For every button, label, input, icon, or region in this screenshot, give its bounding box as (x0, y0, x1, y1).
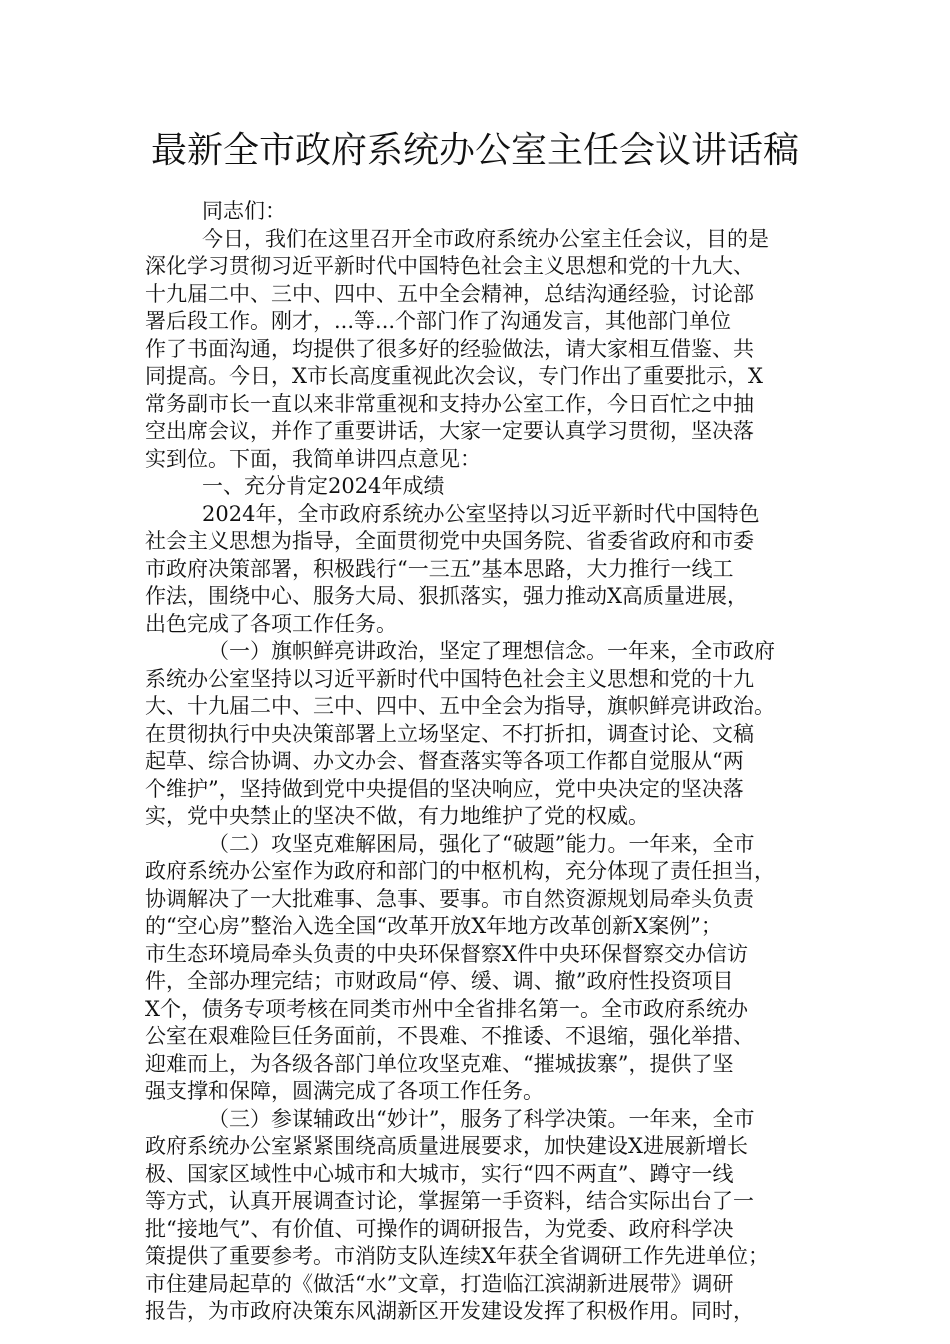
text-line: 的“空心房”整治入选全国“改革开放X年地方改革创新X案例”； (145, 914, 722, 938)
text-line: 出色完成了各项工作任务。 (145, 611, 397, 636)
text-line: 市生态环境局牵头负责的中央环保督察X件中央环保督察交办信访 (145, 941, 748, 966)
paragraph (145, 501, 805, 639)
text-line: 深化学习贯彻习近平新时代中国特色社会主义思想和党的十九大、 (145, 254, 754, 278)
paragraph (145, 831, 805, 1106)
text-line: 政府系统办公室作为政府和部门的中枢机构，充分体现了责任担当， (145, 859, 775, 883)
text-line: 今日，我们在这里召开全市政府系统办公室主任会议，目的是 (202, 226, 769, 251)
text-line: （三）参谋辅政出“妙计”，服务了科学决策。一年来，全市 (208, 1106, 755, 1131)
text-line: 策提供了重要参考。市消防支队连续X年获全省调研工作先进单位； (145, 1244, 769, 1268)
paragraph (145, 473, 805, 501)
text-line: 批“接地气”、有价值、可操作的调研报告，为党委、政府科学决 (145, 1216, 734, 1241)
text-line: 协调解决了一大批难事、急事、要事。市自然资源规划局牵头负责 (145, 886, 754, 911)
text-line: 政府系统办公室紧紧围绕高质量进展要求，加快建设X进展新增长 (145, 1134, 748, 1158)
text-line: 常务副市长一直以来非常重视和支持办公室工作，今日百忙之中抽 (145, 391, 754, 416)
document-title: 最新全市政府系统办公室主任会议讲话稿 (150, 130, 799, 171)
text-line: 起草、综合协调、办文办会、督查落实等各项工作都自觉服从“两 (145, 749, 744, 773)
text-line: 迎难而上，为各级各部门单位攻坚克难、“摧城拔寨”，提供了坚 (145, 1051, 734, 1076)
paragraph (145, 638, 805, 831)
text-line: 一、充分肯定2024年成绩 (202, 474, 445, 498)
text-line: 同志们： (202, 199, 286, 223)
paragraph (145, 1106, 805, 1326)
text-line: 十九届二中、三中、四中、五中全会精神，总结沟通经验，讨论部 (145, 281, 754, 306)
text-line: 强支撑和保障，圆满完成了各项工作任务。 (145, 1079, 544, 1103)
text-line: 2024年，全市政府系统办公室坚持以习近平新时代中国特色 (202, 501, 760, 526)
document-body (145, 198, 805, 1326)
text-line: 公室在艰难险巨任务面前，不畏难、不推诿、不退缩，强化举措、 (145, 1024, 754, 1048)
paragraph (145, 226, 805, 474)
text-line: 同提高。今日，X市长高度重视此次会议，专门作出了重要批示，X (145, 364, 763, 388)
text-line: 市政府决策部署，积极践行“一三五”基本思路，大力推行一线工 (145, 556, 734, 581)
text-line: 极、国家区域性中心城市和大城市，实行“四不两直”、蹲守一线 (145, 1161, 734, 1186)
text-line: （二）攻坚克难解困局，强化了“破题”能力。一年来，全市 (208, 831, 755, 856)
text-line: 市住建局起草的《做活“水”文章，打造临江滨湖新进展带》调研 (145, 1271, 734, 1296)
text-line: 件，全部办理完结；市财政局“停、缓、调、撤”政府性投资项目 (145, 969, 734, 993)
text-line: 实，党中央禁止的坚决不做，有力地维护了党的权威。 (145, 804, 649, 828)
text-line: 个维护”，坚持做到党中央提倡的坚决响应，党中央决定的坚决落 (145, 776, 744, 801)
text-line: 系统办公室坚持以习近平新时代中国特色社会主义思想和党的十九 (145, 666, 754, 691)
text-line: 在贯彻执行中央决策部署上立场坚定、不打折扣，调查讨论、文稿 (145, 721, 754, 746)
text-line: 报告，为市政府决策东风湖新区开发建设发挥了积极作用。同时， (145, 1299, 754, 1323)
text-line: 社会主义思想为指导，全面贯彻党中央国务院、省委省政府和市委 (145, 529, 754, 553)
paragraph (145, 198, 805, 226)
text-line: 空出席会议，并作了重要讲话，大家一定要认真学习贯彻，坚决落 (145, 419, 754, 443)
text-line: 作了书面沟通，均提供了很多好的经验做法，请大家相互借鉴、共 (145, 336, 754, 361)
text-line: 实到位。下面，我简单讲四点意见： (145, 446, 481, 471)
text-line: 作法，围绕中心、服务大局、狠抓落实，强力推动X高质量进展， (145, 584, 748, 608)
text-line: X个，债务专项考核在同类市州中全省排名第一。全市政府系统办 (145, 996, 748, 1021)
text-line: 署后段工作。刚才，...等...个部门作了沟通发言，其他部门单位 (145, 309, 732, 333)
text-line: 等方式，认真开展调查讨论，掌握第一手资料，结合实际出台了一 (145, 1189, 754, 1213)
text-line: （一）旗帜鲜亮讲政治，坚定了理想信念。一年来，全市政府 (208, 639, 775, 663)
text-line: 大、十九届二中、三中、四中、五中全会为指导，旗帜鲜亮讲政治。 (145, 694, 775, 718)
